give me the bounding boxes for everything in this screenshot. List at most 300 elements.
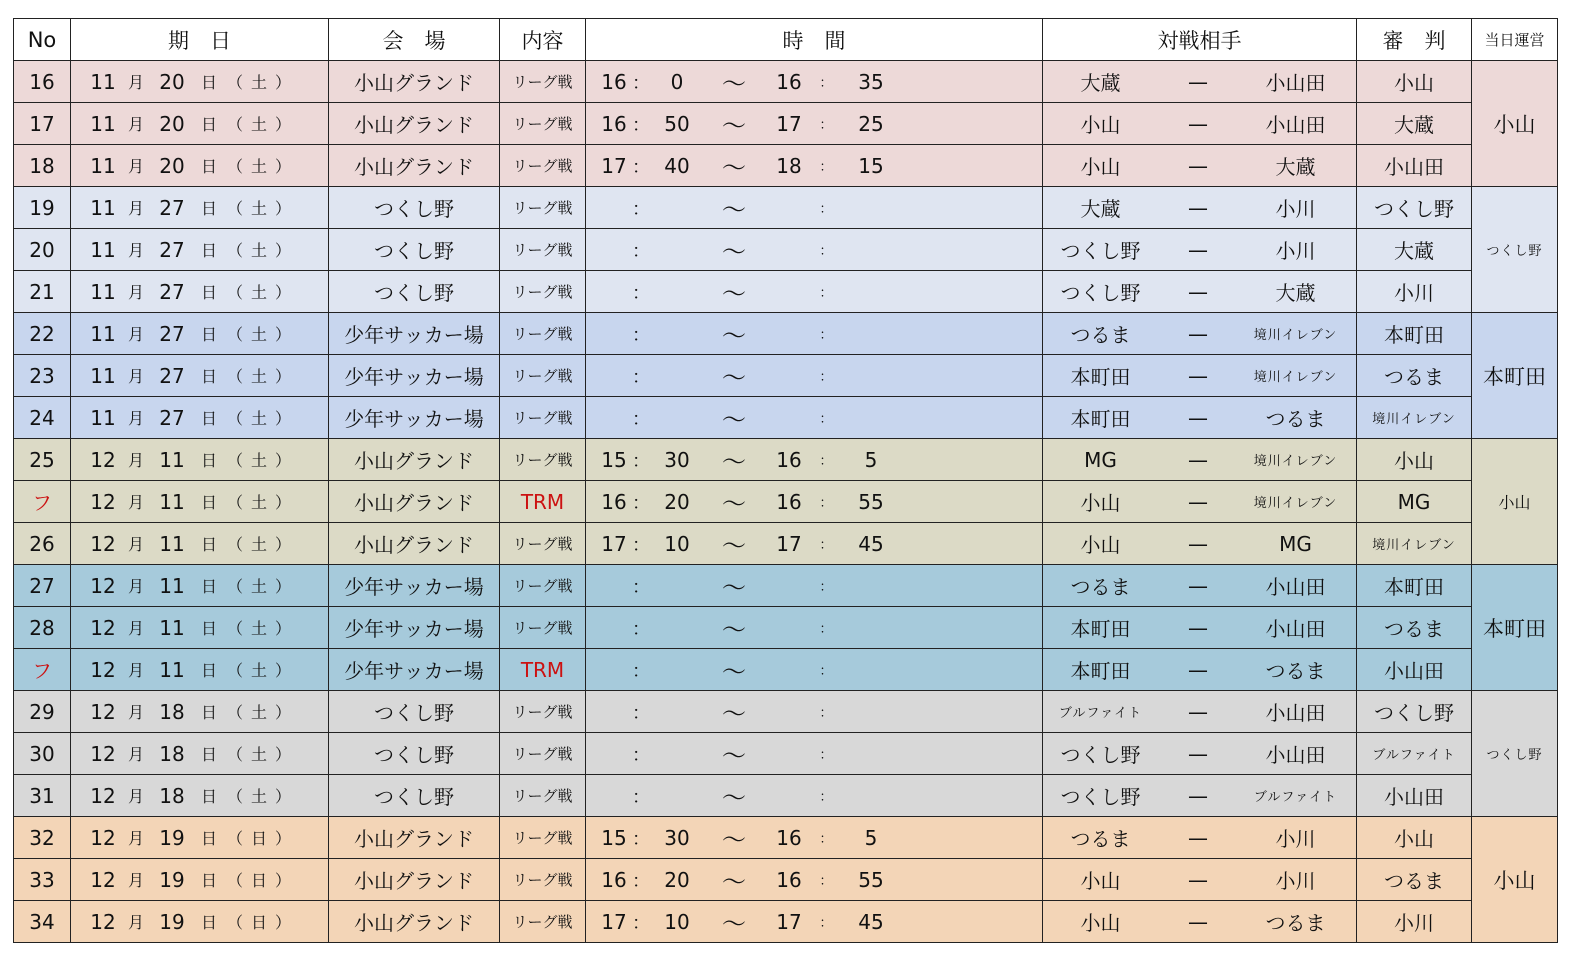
date-weekday: 土 [250,703,267,722]
date-weekday: 土 [250,73,267,92]
start-colon: ： [632,366,650,388]
date-month-label: 月 [127,745,144,764]
date-paren-open: （ [226,451,243,470]
date-month-label: 月 [127,661,144,680]
end-colon: ： [819,748,833,763]
end-minute: 25 [858,111,884,136]
team-home: MG [1084,447,1117,472]
date-month: 12 [90,657,116,682]
row-venue: 小山グランド [329,103,500,145]
start-hour: 15 [601,447,627,472]
table-row [14,607,1558,649]
date-day-label: 日 [200,913,217,932]
date-month-label: 月 [127,619,144,638]
team-away: 小川 [1275,827,1316,851]
row-opponent [1043,691,1357,733]
date-day-label: 日 [200,619,217,638]
end-minute: 15 [858,153,884,178]
row-referee: つるま [1357,607,1472,649]
row-date [71,103,329,145]
start-minute: 30 [664,447,690,472]
end-colon: ： [819,622,833,637]
row-date [71,229,329,271]
time-tilde: 〜 [722,238,746,266]
team-home: 本町田 [1070,659,1131,683]
team-home: ブルファイト [1058,706,1143,721]
row-manager: 本町田 [1472,565,1558,691]
team-home: 小山 [1080,113,1121,137]
date-paren-open: （ [226,787,243,806]
date-weekday: 日 [250,871,267,890]
date-paren-close: ） [274,325,291,344]
start-colon: ： [632,576,650,598]
start-colon: ： [632,198,650,220]
versus-dash: — [1188,783,1208,808]
row-no: 20 [14,229,71,271]
date-weekday: 土 [250,661,267,680]
versus-dash: — [1188,825,1208,850]
row-no: 34 [14,901,71,943]
time-tilde: 〜 [722,70,746,98]
versus-dash: — [1188,69,1208,94]
date-weekday: 日 [250,829,267,848]
row-no: フ [14,481,71,523]
row-opponent [1043,229,1357,271]
team-away: 小山田 [1265,71,1326,95]
date-weekday: 土 [250,241,267,260]
date-day-label: 日 [200,871,217,890]
versus-dash: — [1188,867,1208,892]
date-paren-close: ） [274,451,291,470]
table-row [14,313,1558,355]
date-paren-close: ） [274,829,291,848]
date-paren-close: ） [274,73,291,92]
date-paren-open: （ [226,661,243,680]
start-minute: 0 [670,69,684,94]
date-month: 12 [90,825,116,850]
end-colon: ： [819,370,833,385]
date-day: 27 [159,237,185,262]
table-row [14,61,1558,103]
row-content: リーグ戦 [500,229,586,271]
row-time [586,901,1043,943]
date-paren-open: （ [226,577,243,596]
date-day-label: 日 [200,493,217,512]
team-away: つるま [1265,911,1326,935]
start-hour: 15 [601,825,627,850]
team-away: 小山田 [1265,701,1326,725]
row-referee: つくし野 [1357,691,1472,733]
date-month-label: 月 [127,451,144,470]
start-minute: 30 [664,825,690,850]
date-day-label: 日 [200,367,217,386]
date-day-label: 日 [200,409,217,428]
date-day-label: 日 [200,661,217,680]
end-minute: 45 [858,909,884,934]
date-paren-close: ） [274,493,291,512]
date-month: 12 [90,447,116,472]
versus-dash: — [1188,111,1208,136]
date-day: 19 [159,825,185,850]
row-content: リーグ戦 [500,691,586,733]
row-opponent [1043,649,1357,691]
date-paren-close: ） [274,619,291,638]
team-home: つるま [1070,323,1131,347]
date-month-label: 月 [127,73,144,92]
row-referee: 小山 [1357,61,1472,103]
date-weekday: 土 [250,535,267,554]
row-referee: MG [1357,481,1472,523]
end-colon: ： [819,202,833,217]
end-colon: ： [819,538,833,553]
row-opponent [1043,439,1357,481]
start-minute: 40 [664,153,690,178]
time-tilde: 〜 [722,910,746,938]
end-hour: 17 [776,909,802,934]
time-tilde: 〜 [722,112,746,140]
row-date [71,901,329,943]
row-no: 32 [14,817,71,859]
date-weekday: 土 [250,451,267,470]
date-paren-open: （ [226,535,243,554]
end-hour: 16 [776,447,802,472]
date-day: 19 [159,909,185,934]
date-month: 12 [90,909,116,934]
row-time [586,733,1043,775]
row-time [586,565,1043,607]
versus-dash: — [1188,321,1208,346]
start-colon: ： [632,828,650,850]
row-time [586,397,1043,439]
row-referee: 大蔵 [1357,103,1472,145]
date-paren-close: ） [274,115,291,134]
date-paren-close: ） [274,535,291,554]
row-date [71,355,329,397]
end-colon: ： [819,580,833,595]
versus-dash: — [1188,237,1208,262]
row-no: 16 [14,61,71,103]
team-home: つくし野 [1060,281,1141,305]
time-tilde: 〜 [722,826,746,854]
start-hour: 16 [601,867,627,892]
row-no: 22 [14,313,71,355]
row-content: リーグ戦 [500,187,586,229]
date-month: 11 [90,405,116,430]
start-colon: ： [632,744,650,766]
row-time [586,61,1043,103]
row-date [71,397,329,439]
team-away: ブルファイト [1253,790,1338,805]
row-no: 33 [14,859,71,901]
versus-dash: — [1188,741,1208,766]
date-month-label: 月 [127,409,144,428]
table-row [14,565,1558,607]
row-opponent [1043,397,1357,439]
row-time [586,355,1043,397]
date-month: 12 [90,531,116,556]
date-day-label: 日 [200,787,217,806]
versus-dash: — [1188,699,1208,724]
start-colon: ： [632,660,650,682]
row-venue: 少年サッカー場 [329,607,500,649]
row-referee: 本町田 [1357,565,1472,607]
row-content: TRM [500,649,586,691]
end-colon: ： [819,874,833,889]
row-venue: つくし野 [329,691,500,733]
row-time [586,859,1043,901]
date-paren-close: ） [274,703,291,722]
date-weekday: 土 [250,157,267,176]
date-weekday: 土 [250,283,267,302]
row-opponent [1043,103,1357,145]
row-no: 27 [14,565,71,607]
start-colon: ： [632,282,650,304]
row-referee: つるま [1357,355,1472,397]
date-day: 18 [159,783,185,808]
end-colon: ： [819,454,833,469]
row-referee: 小山田 [1357,649,1472,691]
date-day: 11 [159,489,185,514]
row-content: リーグ戦 [500,565,586,607]
start-hour: 17 [601,153,627,178]
date-month: 12 [90,615,116,640]
versus-dash: — [1188,195,1208,220]
date-paren-close: ） [274,409,291,428]
date-day: 27 [159,195,185,220]
end-colon: ： [819,160,833,175]
time-tilde: 〜 [722,322,746,350]
time-tilde: 〜 [722,154,746,182]
date-day: 27 [159,363,185,388]
date-month: 12 [90,867,116,892]
date-weekday: 土 [250,787,267,806]
time-tilde: 〜 [722,658,746,686]
date-weekday: 土 [250,409,267,428]
date-month-label: 月 [127,703,144,722]
table-row [14,229,1558,271]
date-paren-open: （ [226,115,243,134]
row-content: リーグ戦 [500,103,586,145]
table-row [14,649,1558,691]
date-day: 11 [159,531,185,556]
start-hour: 16 [601,111,627,136]
row-date [71,481,329,523]
row-opponent [1043,775,1357,817]
row-opponent [1043,145,1357,187]
date-paren-close: ） [274,787,291,806]
header-date: 期 日 [71,19,329,61]
date-day: 11 [159,573,185,598]
row-content: リーグ戦 [500,607,586,649]
date-paren-open: （ [226,367,243,386]
date-day: 11 [159,447,185,472]
date-paren-open: （ [226,325,243,344]
start-colon: ： [632,870,650,892]
date-day: 11 [159,657,185,682]
row-venue: つくし野 [329,271,500,313]
row-time [586,691,1043,733]
row-time [586,103,1043,145]
date-month-label: 月 [127,493,144,512]
end-colon: ： [819,496,833,511]
date-month-label: 月 [127,535,144,554]
row-venue: 小山グランド [329,523,500,565]
end-minute: 55 [858,489,884,514]
start-hour: 17 [601,909,627,934]
date-month: 12 [90,699,116,724]
date-weekday: 土 [250,745,267,764]
start-colon: ： [632,492,650,514]
row-venue: 小山グランド [329,439,500,481]
end-hour: 17 [776,531,802,556]
end-hour: 18 [776,153,802,178]
schedule-table [13,18,1558,943]
date-paren-close: ） [274,157,291,176]
row-content: TRM [500,481,586,523]
end-hour: 16 [776,825,802,850]
date-paren-open: （ [226,283,243,302]
end-minute: 35 [858,69,884,94]
date-month: 11 [90,237,116,262]
row-venue: つくし野 [329,775,500,817]
row-venue: つくし野 [329,733,500,775]
table-row [14,397,1558,439]
row-time [586,817,1043,859]
date-month-label: 月 [127,283,144,302]
start-colon: ： [632,534,650,556]
team-away: 小川 [1275,197,1316,221]
end-colon: ： [819,286,833,301]
start-colon: ： [632,324,650,346]
row-date [71,649,329,691]
date-paren-open: （ [226,409,243,428]
row-manager: 本町田 [1472,313,1558,439]
start-colon: ： [632,786,650,808]
header-manager: 当日運営 [1472,19,1558,61]
row-opponent [1043,733,1357,775]
row-date [71,733,329,775]
start-hour: 16 [601,489,627,514]
row-venue: つくし野 [329,229,500,271]
row-opponent [1043,313,1357,355]
row-date [71,187,329,229]
date-day-label: 日 [200,451,217,470]
row-no: 17 [14,103,71,145]
row-content: リーグ戦 [500,271,586,313]
team-home: 本町田 [1070,617,1131,641]
date-paren-open: （ [226,157,243,176]
header-content: 内容 [500,19,586,61]
row-no: 24 [14,397,71,439]
date-weekday: 日 [250,913,267,932]
team-home: つるま [1070,827,1131,851]
row-manager: 小山 [1472,439,1558,565]
date-weekday: 土 [250,619,267,638]
row-date [71,775,329,817]
row-referee: 小山田 [1357,775,1472,817]
end-colon: ： [819,664,833,679]
date-weekday: 土 [250,577,267,596]
row-time [586,229,1043,271]
date-month-label: 月 [127,157,144,176]
start-minute: 10 [664,531,690,556]
row-content: リーグ戦 [500,439,586,481]
row-manager: つくし野 [1472,691,1558,817]
date-month-label: 月 [127,199,144,218]
versus-dash: — [1188,363,1208,388]
date-month: 12 [90,783,116,808]
row-no: 19 [14,187,71,229]
versus-dash: — [1188,489,1208,514]
row-date [71,565,329,607]
header-venue: 会 場 [329,19,500,61]
row-date [71,691,329,733]
row-referee: 小山 [1357,817,1472,859]
date-weekday: 土 [250,199,267,218]
end-hour: 16 [776,69,802,94]
row-no: 31 [14,775,71,817]
versus-dash: — [1188,279,1208,304]
team-away: 小川 [1275,869,1316,893]
team-home: 小山 [1080,869,1121,893]
table-row [14,523,1558,565]
end-colon: ： [819,832,833,847]
date-day-label: 日 [200,325,217,344]
date-paren-open: （ [226,493,243,512]
row-no: 21 [14,271,71,313]
start-colon: ： [632,114,650,136]
row-no: 25 [14,439,71,481]
date-day-label: 日 [200,157,217,176]
row-opponent [1043,481,1357,523]
row-opponent [1043,565,1357,607]
row-date [71,523,329,565]
date-day-label: 日 [200,73,217,92]
row-no: 29 [14,691,71,733]
header-no: No [14,19,71,61]
date-paren-close: ） [274,913,291,932]
start-hour: 16 [601,69,627,94]
date-month-label: 月 [127,115,144,134]
date-month: 11 [90,111,116,136]
date-month-label: 月 [127,577,144,596]
row-date [71,607,329,649]
date-month: 11 [90,363,116,388]
row-content: リーグ戦 [500,397,586,439]
team-home: つくし野 [1060,785,1141,809]
date-weekday: 土 [250,115,267,134]
date-paren-close: ） [274,661,291,680]
time-tilde: 〜 [722,616,746,644]
team-away: 境川イレブン [1253,328,1338,343]
row-venue: 少年サッカー場 [329,355,500,397]
versus-dash: — [1188,909,1208,934]
versus-dash: — [1188,615,1208,640]
row-no: 30 [14,733,71,775]
end-hour: 16 [776,867,802,892]
row-time [586,775,1043,817]
row-venue: 少年サッカー場 [329,649,500,691]
date-day: 18 [159,699,185,724]
end-minute: 5 [864,447,878,472]
schedule-body [14,61,1558,943]
row-content: リーグ戦 [500,733,586,775]
row-venue: 少年サッカー場 [329,397,500,439]
row-no: 23 [14,355,71,397]
row-manager: つくし野 [1472,187,1558,313]
team-away: つるま [1265,407,1326,431]
date-paren-open: （ [226,73,243,92]
